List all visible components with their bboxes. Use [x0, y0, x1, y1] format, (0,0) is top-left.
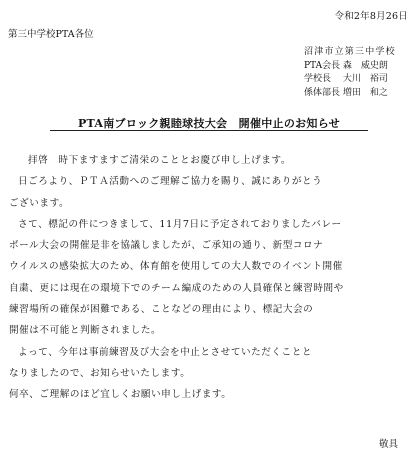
body-line: 日ごろより、ＰＴＡ活動へのご理解ご協力を賜り、誠にありがとう [18, 176, 323, 188]
addressee: 第三中学校PTA各位 [8, 29, 94, 40]
document-date: 令和2年8月26日 [334, 11, 408, 22]
title-underline-box [50, 112, 368, 131]
sender-pta-president: PTA会長 森 威史朗 [304, 60, 388, 71]
body-line: ございます。 [9, 197, 70, 209]
document-body [9, 150, 413, 406]
body-line: なりましたので、お知らせいたします。 [9, 367, 191, 379]
body-line: 何卒、ご理解のほど宜しくお願い申し上げます。 [9, 389, 232, 401]
body-line: さて、標記の件につきまして、11月7日に予定されておりましたバレー [18, 218, 342, 230]
sender-department-head: 係体部長 増田 和之 [304, 87, 388, 98]
body-line: 開催は不可能と判断されました。 [9, 325, 162, 337]
sender-principal: 学校長 大川 裕司 [304, 74, 388, 84]
sender-block [304, 46, 416, 100]
body-line: よって、今年は事前練習及び大会を中止とさせていただくことと [18, 346, 312, 358]
sender-school: 沼津市立第三中学校 [304, 47, 396, 57]
body-line: 練習場所の確保が困難である、ことなどの理由により、標記大会の [9, 304, 314, 316]
closing-salutation: 敬具 [378, 439, 398, 450]
body-line: ボール大会の開催是非を協議しましたが、ご承知の通り、新型コロナ [9, 240, 324, 252]
body-line: 拝啓 時下ますますご清栄のこととお慶び申し上げます。 [28, 155, 291, 166]
document-title: PTA南ブロック親睦球技大会 開催中止のお知らせ [77, 117, 341, 130]
body-line: 自粛、更には現在の環境下でのチーム編成のための人員確保と練習時間や [9, 282, 344, 294]
body-line: ウイルスの感染拡大のため、体育館を使用しての大人数でのイベント開催 [9, 261, 343, 273]
